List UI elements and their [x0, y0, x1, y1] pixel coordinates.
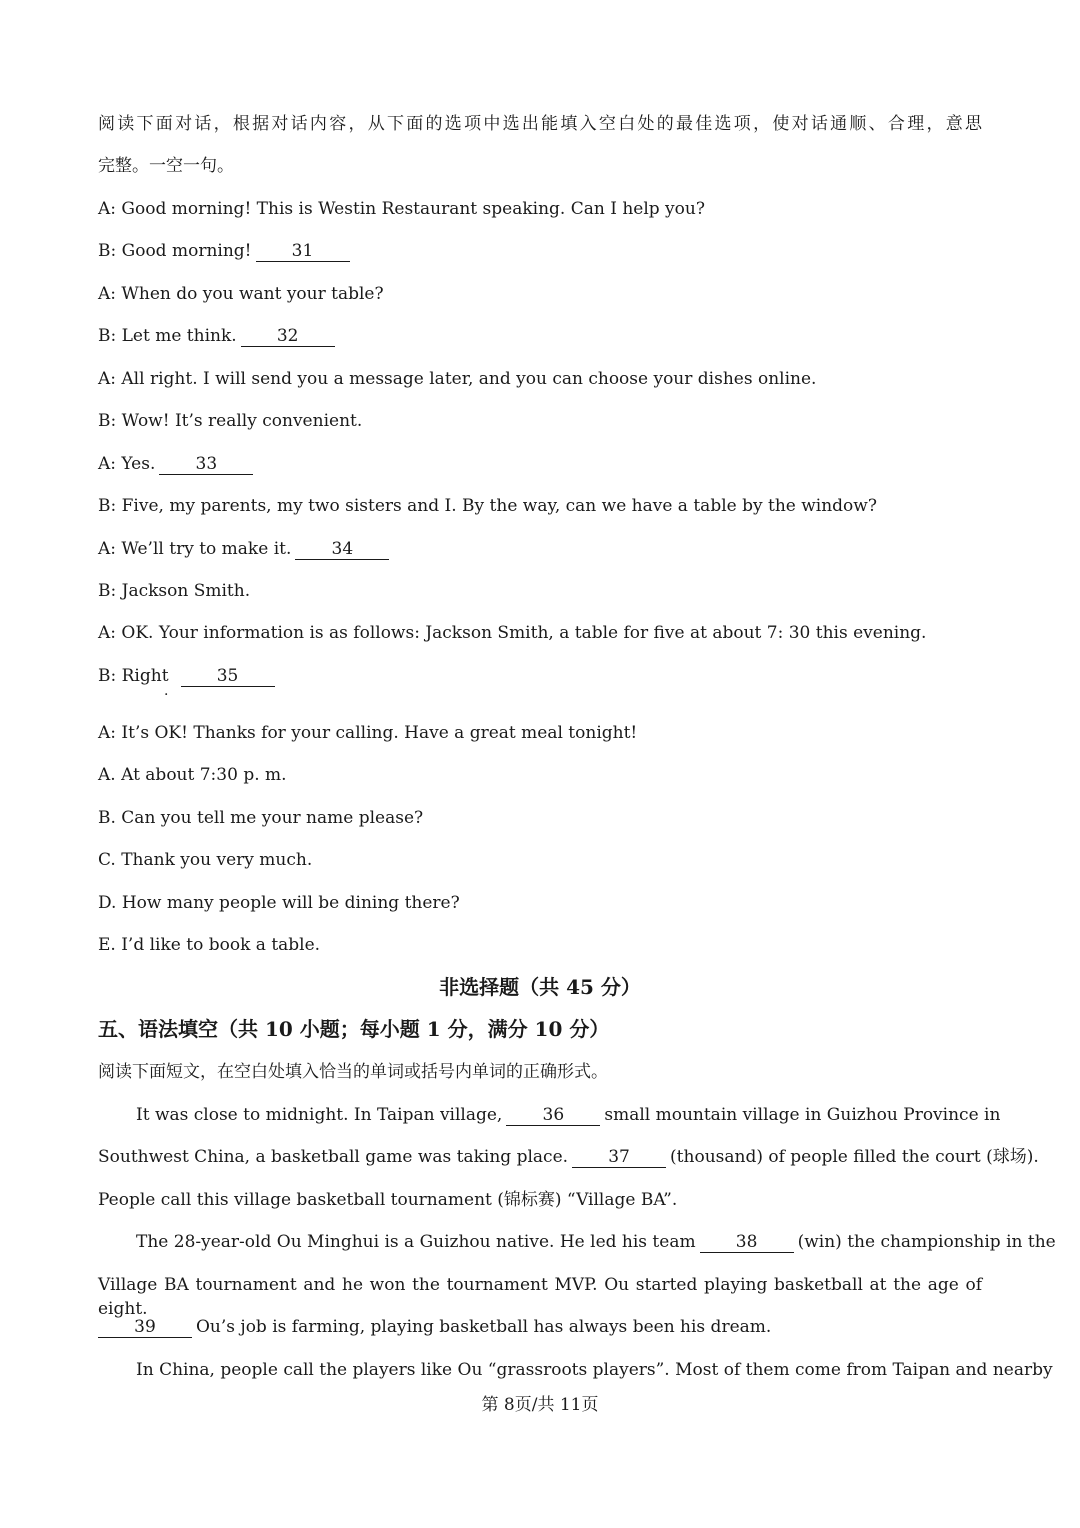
option-a: A. At about 7:30 p. m.: [98, 765, 287, 785]
passage-text: (thousand) of people filled the court (球场).: [670, 1147, 1039, 1167]
passage-line: [136, 1103, 1000, 1127]
blank-34: 34: [295, 539, 389, 560]
blank-31: 31: [256, 241, 350, 262]
dialogue-line: B: Five, my parents, my two sisters and I. By the way, can we have a table by the window?: [98, 496, 877, 516]
blank-39: 39: [98, 1317, 192, 1338]
blank-37: 37: [572, 1147, 666, 1168]
dialogue-line: A: Good morning! This is Westin Restaurant speaking. Can I help you?: [98, 199, 705, 219]
dialogue-text: B: Good morning!: [98, 241, 252, 261]
passage-text: The 28-year-old Ou Minghui is a Guizhou native. He led his team: [136, 1232, 696, 1252]
dialogue-line: B: Jackson Smith.: [98, 581, 251, 601]
section-5-title: 五、语法填空（共 10 小题；每小题 1 分，满分 10 分）: [98, 1017, 610, 1041]
blank-33: 33: [159, 454, 253, 475]
dialogue-line: [98, 537, 393, 561]
page-footer: 第 8页/共 11页: [481, 1395, 599, 1415]
passage-line: [98, 1315, 771, 1339]
blank-35: 35: [181, 666, 275, 687]
dialogue-line: A: OK. Your information is as follows: Jackson Smith, a table for five at about 7: 30 this evening.: [98, 623, 927, 643]
passage-line: Village BA tournament and he won the tournament MVP. Ou started playing basketball at the age of eight.: [98, 1275, 982, 1319]
blank-36: 36: [506, 1105, 600, 1126]
instruction-line-1: 阅读下面对话，根据对话内容，从下面的选项中选出能填入空白处的最佳选项，使对话通顺、合理，意思: [98, 114, 982, 134]
stray-dot: ·: [164, 687, 169, 703]
dialogue-line: A: When do you want your table?: [98, 284, 384, 304]
blank-38: 38: [700, 1232, 794, 1253]
dialogue-line: [98, 324, 339, 348]
dialogue-text: B: Right: [98, 666, 169, 686]
passage-line: People call this village basketball tournament (锦标赛) “Village BA”.: [98, 1190, 678, 1210]
dialogue-line: B: Wow! It’s really convenient.: [98, 411, 363, 431]
blank-32: 32: [241, 326, 335, 347]
passage-text: Southwest China, a basketball game was taking place.: [98, 1147, 569, 1167]
dialogue-text: B: Let me think.: [98, 326, 237, 346]
passage-line: In China, people call the players like Ou “grassroots players”. Most of them come from Taipan and nearby: [136, 1360, 1053, 1380]
option-e: E. I’d like to book a table.: [98, 935, 321, 955]
option-b: B. Can you tell me your name please?: [98, 808, 424, 828]
dialogue-line: [98, 239, 354, 263]
dialogue-line: [98, 664, 279, 688]
passage-text: (win) the championship in the: [797, 1232, 1056, 1252]
option-d: D. How many people will be dining there?: [98, 893, 460, 913]
dialogue-line: [98, 452, 257, 476]
dialogue-text: A: Yes.: [98, 454, 156, 474]
passage-line: [136, 1230, 1056, 1254]
dialogue-line: A: It’s OK! Thanks for your calling. Have a great meal tonight!: [98, 723, 638, 743]
dialogue-text: A: We’ll try to make it.: [98, 539, 292, 559]
instruction-line-2: 完整。一空一句。: [98, 156, 234, 176]
passage-line: [98, 1145, 1039, 1169]
passage-text: It was close to midnight. In Taipan village,: [136, 1105, 503, 1125]
passage-text: small mountain village in Guizhou Province in: [604, 1105, 1001, 1125]
option-c: C. Thank you very much.: [98, 850, 313, 870]
section-5-instruction: 阅读下面短文，在空白处填入恰当的单词或括号内单词的正确形式。: [98, 1062, 608, 1082]
passage-text: Ou’s job is farming, playing basketball has always been his dream.: [196, 1317, 772, 1337]
dialogue-line: A: All right. I will send you a message later, and you can choose your dishes online.: [98, 369, 817, 389]
nonchoice-title: 非选择题（共 45 分）: [439, 975, 641, 999]
